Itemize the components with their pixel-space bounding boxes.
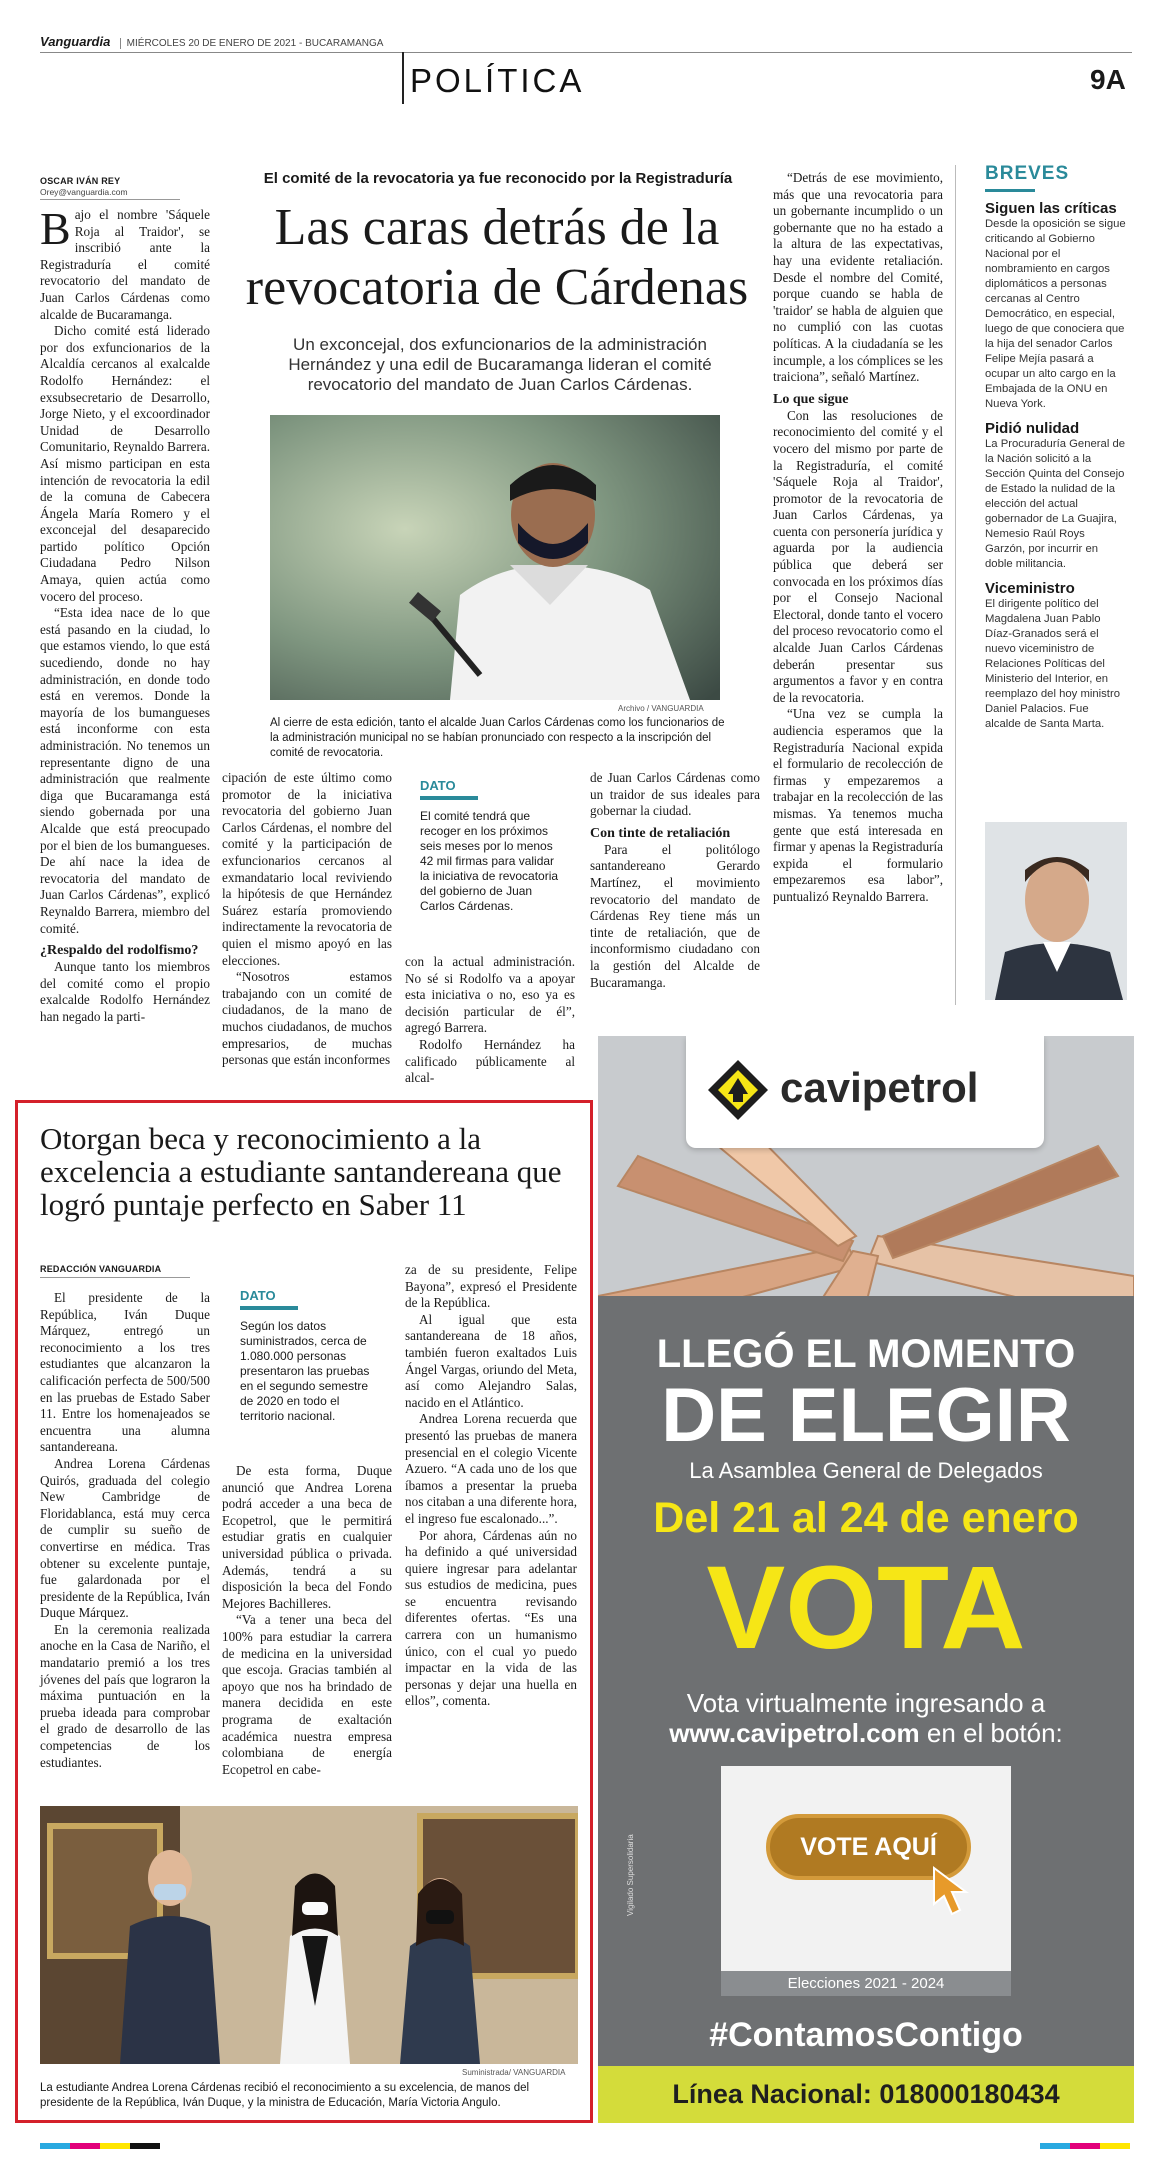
ad-info-line2-rest: en el botón: (919, 1718, 1063, 1748)
ad-info-line2 (598, 1718, 1134, 1748)
cursor-hand-icon (930, 1866, 974, 1918)
main-col-3 (405, 954, 575, 1087)
col1-subhead: ¿Respaldo del rodolfismo? (40, 943, 199, 959)
cavipetrol-logo-icon (706, 1058, 770, 1122)
main-dato-box (420, 778, 565, 914)
col5-para-1: “Detrás de ese movimiento, más que una revocatoria para un gobernante incumplido o un gobernante que no ha estado a la altura de las expectativas, hay una evidente retaliación. Desde el nombre del Comité, porque cuando se habla de 'traidor' se habla de alguien que no cumplió con las cuotas políticas. A la ciudadanía se les incumple, a los cómplices se les traiciona”, señaló Martínez. (773, 170, 943, 385)
col1-para-1: Bajo el nombre 'Sáquele Roja al Traidor', se inscribió ante la Registraduría el comité revocatorio del mandato de Juan Carlos Cárdenas como alcalde de Bucaramanga. (40, 203, 210, 322)
beca-col3-para-4: Por ahora, Cárdenas aún no ha definido a qué universidad quiere ingresar para adelantar sus estudios de medicina, pues se encuentra revisando diferentes ofertas. “Es una carrera con un humanismo único, con el cual yo puedo impactar en la vida de las personas y dejar una huella en ellos”, comenta. (405, 1527, 577, 1709)
viceminister-photo-image (985, 822, 1127, 1000)
masthead (40, 34, 383, 49)
beca-byline: REDACCIÓN VANGUARDIA (40, 1264, 162, 1274)
col3-para-1: con la actual administración. No sé si Rodolfo va a apoyar esta iniciativa o no, eso ya es decisión particular de él”, agregó Barrera. (405, 954, 575, 1036)
photo-credit: Archivo / VANGUARDIA (618, 704, 704, 713)
award-photo-credit: Suministrada/ VANGUARDIA (462, 2068, 566, 2077)
byline-rule (40, 199, 180, 200)
col4-para-2: Para el politólogo santandereano Gerardo Martínez, el movimiento revocatorio del mandato de Cárdenas Rey tiene más un tinte de retaliación, que de inconformismo ciudadano con la gestión del Alcalde de Bucaramanga. (590, 841, 760, 990)
main-col-1 (40, 203, 210, 1026)
col4-para-1: de Juan Carlos Cárdenas como un traidor de sus ideales para gobernar la ciudad. (590, 770, 760, 819)
brand-name: Vanguardia (40, 34, 111, 49)
main-col-4 (590, 770, 760, 991)
col1-para-2: Dicho comité está liderado por dos exfuncionarios de la Alcaldía cercanos al exalcalde Rodolfo Hernández: el exsubsecretario de Desarrollo, Jorge Nieto, y el excoordinador Unidad de Desarrollo Comunitario, Reynaldo Barrera. Así mismo participan en esta intención de revocatoria la edil de la comuna de Cabecera Ángela María Romero y el exconcejal del desaparecido partido político Opción Ciudadana Pedro Nilson Amaya, quien actúa como vocero del proceso. (40, 323, 210, 604)
section-title: POLÍTICA (410, 62, 585, 99)
breves-title-bar (985, 189, 1035, 192)
kicker: El comité de la revocatoria ya fue reconocido por la Registraduría (263, 170, 733, 187)
ad-brand: cavipetrol (780, 1064, 979, 1111)
col2-para-2: “Nosotros estamos trabajando con un comité de ciudadanos, de la mano de muchos ciudadanos, de muchos empresarios, de muchas personas que están inconformes (222, 969, 392, 1068)
drop-cap: B (40, 203, 71, 254)
beca-col-2 (222, 1463, 392, 1778)
beca-col3-para-1: za de su presidente, Felipe Bayona”, expresó el Presidente de la República. (405, 1262, 577, 1311)
main-col-2 (222, 770, 392, 1069)
ad-url[interactable]: www.cavipetrol.com (669, 1718, 920, 1748)
headline: Las caras detrás de la revocatoria de Cárdenas (245, 199, 749, 316)
beca-dato-box (240, 1288, 380, 1424)
dato-bar (420, 796, 478, 800)
mayor-photo-image (270, 415, 720, 700)
ad-line1: LLEGÓ EL MOMENTO (656, 1332, 1076, 1376)
brief-3-body: El dirigente político del Magdalena Juan Pablo Díaz-Granados será el nuevo viceministro de Relaciones Políticas del Ministerio del Interior, en reemplazo del hoy ministro Daniel Palacios. Fue alcalde de Santa Marta. (985, 598, 1120, 730)
beca-col1-para-1: El presidente de la República, Iván Duque Márquez, entregó un reconocimiento a los tres estudiantes que alcanzaron la calificación perfecta de 500/500 en las pruebas de Estado Saber 11. Entre los homenajeados se encuentra una alumna santandereana. (40, 1290, 210, 1455)
breves-column (985, 163, 1127, 732)
byline-email: Orey@vanguardia.com (40, 187, 128, 197)
col5-para-3: “Una vez se cumpla la audiencia esperamos que la Registraduría Nacional expida el formulario de recolección de firmas y empezaremos a trabajar en la recolección de las mismas. Ya tenemos mucha gente que está interesada en firmar y apenas la Registraduría expida el formulario empezaremos esa labor”, puntualizó Reynaldo Barrera. (773, 706, 943, 904)
ad-phone: Línea Nacional: 018000180434 (598, 2066, 1134, 2123)
header-rule (40, 52, 1132, 53)
beca-col-3 (405, 1262, 577, 1710)
ad-line2: DE ELEGIR (661, 1373, 1071, 1458)
ad-info (598, 1688, 1134, 1748)
col3-para-2: Rodolfo Hernández ha calificado públicamente al alcal- (405, 1036, 575, 1086)
brief-3-head: Viceministro (985, 580, 1075, 597)
ad-hashtag: #ContamosContigo (709, 2016, 1023, 2054)
ad-dates: Del 21 al 24 de enero (653, 1494, 1079, 1542)
viceminister-photo (985, 822, 1127, 1000)
beca-dato-label: DATO (240, 1288, 276, 1303)
award-photo-image (40, 1806, 578, 2064)
beca-col3-para-3: Andrea Lorena recuerda que presentó las pruebas de manera presencial en el colegio Vicente Azuero. “A cada uno de los que íbamos a presentar la prueba nos citaban a una diferente hora, el ingreso fue escalonado...”. (405, 1411, 577, 1526)
deck: Un exconcejal, dos exfuncionarios de la administración Hernández y una edil de Bucaramanga lideran el comité revocatorio del mandato de Juan Carlos Cárdenas. (288, 335, 712, 394)
col4-subhead: Con tinte de retaliación (590, 825, 731, 841)
dateline: MIÉRCOLES 20 DE ENERO DE 2021 - BUCARAMANGA (120, 38, 384, 49)
award-photo-caption: La estudiante Andrea Lorena Cárdenas recibió el reconocimiento a su excelencia, de manos del presidente de la República, Iván Duque, y la ministra de Educación, María Victoria Angulo. (40, 2082, 530, 2109)
beca-headline: Otorgan beca y reconocimiento a la excelencia a estudiante santandereana que logró puntaje perfecto en Saber 11 (40, 1121, 562, 1222)
col2-para-1: cipación de este último como promotor de la iniciativa revocatoria del gobierno Juan Carlos Cárdenas, el nombre del comité y la participación de exfuncionarios cercanos al exmandatario local reviviendo la hipótesis de que Hernández Suárez estaría promoviendo indirectamente la revocatoria de quien el mismo apoyó en las elecciones. (222, 770, 392, 968)
vote-button[interactable]: VOTE AQUÍ (766, 1814, 971, 1880)
beca-dato-text: Según los datos suministrados, cerca de 1.080.000 personas presentaron las pruebas en el segundo semestre de 2020 en todo el territorio nacional. (240, 1319, 370, 1423)
photo-caption: Al cierre de esta edición, tanto el alcalde Juan Carlos Cárdenas como los funcionarios de la administración municipal no se habían pronunciado con respecto a la inscripción del comité de revocatoria. (270, 717, 725, 759)
beca-col3-para-2: Al igual que esta santandereana de 18 años, también fueron exaltados Luis Ángel Vargas, oriundo del Meta, así como Alejandro Salas, nacido en el Atlántico. (405, 1311, 577, 1410)
col1-para-3: “Esta idea nace de lo que está pasando en la ciudad, lo que estamos viendo, lo que está sucediendo, donde no hay administración, en donde todo está en veremos. Donde la mayoría de los bumangueses está inconforme con esta administración. No tenemos un representante digno de una administración que realmente diga que Bucaramanga está siendo gobernada por una Alcalde que está preocupado por el bien de los bumangueses. De ahí nace la idea de revocatoria del mandato de Juan Carlos Cárdenas”, explicó Reynaldo Barrera, miembro del comité. (40, 605, 210, 936)
ad-logo-panel (686, 1036, 1044, 1148)
breves-rule (955, 165, 956, 1005)
beca-col2-para-2: “Va a tener una beca del 100% para estudiar la carrera de medicina en la universidad que escoja. Gracias también al apoyo que nos ha brindado de manera decidida en este programa de exaltación académica nuestra empresa colombiana de energía Ecopetrol en cabe- (222, 1612, 392, 1777)
cavipetrol-ad[interactable] (598, 1036, 1134, 2123)
col1-para-4: Aunque tanto los miembros del comité como el propio exalcalde Rodolfo Hernández han negado la parti- (40, 959, 210, 1024)
col5-para-2: Con las resoluciones de reconocimiento del comité y el vocero del mismo por parte de la Registraduría, el comité 'Sáquele Roja al Traidor', promotor de la revocatoria de Juan Carlos Cárdenas, ya cuenta con personería jurídica y aguarda por la audiencia pública que deberá ser convocada en los próximos días por el Consejo Nacional Electoral, donde tanto el vocero del proceso revocatorio como el alcalde Juan Carlos Cárdenas deberán presentar sus argumentos a favor y en contra de la revocatoria. (773, 407, 943, 705)
main-col-5 (773, 170, 943, 906)
ad-vigilado: Vigilado Supersolidaria (626, 1834, 635, 1916)
beca-col2-para-1: De esta forma, Duque anunció que Andrea Lorena podrá acceder a una beca de Ecopetrol, que le permitirá estudiar gratis en cualquier universidad pública o privada. Además, tendrá a su disposición la beca del Fondo Mejores Bachilleres. (222, 1463, 392, 1611)
page-number: 9A (1090, 64, 1126, 95)
breves-title: BREVES (985, 163, 1070, 184)
ad-wave (598, 1276, 1134, 1336)
col5-subhead: Lo que sigue (773, 391, 849, 407)
beca-col1-para-3: En la ceremonia realizada anoche en la Casa de Nariño, el mandatario premió a los tres jóvenes del país que lograron la máxima puntuación en la prueba ideada para comprobar el grado de desarrollo de las competencias de los estudiantes. (40, 1621, 210, 1770)
brief-2-head: Pidió nulidad (985, 420, 1080, 437)
byline: OSCAR IVÁN REY (40, 176, 121, 186)
brief-1-head: Siguen las críticas (985, 200, 1117, 217)
dato-label: DATO (420, 778, 456, 793)
brief-2-body: La Procuraduría General de la Nación solicitó a la Sección Quinta del Consejo de Estado la nulidad de la elección del actual gobernador de La Guajira, Nemesio Raúl Roys Garzón, por incurrir en doble militancia. (985, 438, 1126, 570)
ad-info-line1: Vota virtualmente ingresando a (686, 1688, 1046, 1718)
section-divider (402, 52, 404, 104)
ad-elecciones: Elecciones 2021 - 2024 (721, 1971, 1011, 1996)
ad-vota: VOTA (706, 1542, 1026, 1674)
ad-line3: La Asamblea General de Delegados (689, 1458, 1043, 1483)
mayor-photo (270, 415, 720, 700)
dato-text: El comité tendrá que recoger en los próximos seis meses por lo menos 42 mil firmas para validar la iniciativa de revocatoria del gobierno de Juan Carlos Cárdenas. (420, 809, 559, 913)
beca-dato-bar (240, 1306, 298, 1310)
beca-byline-rule (40, 1277, 190, 1278)
award-photo (40, 1806, 578, 2064)
print-marks (40, 2143, 1132, 2151)
brief-1-body: Desde la oposición se sigue criticando al Gobierno Nacional por el nombramiento en cargos diplomáticos a personas cercanas al Centro Democrático, en especial, luego de que conociera que la hija del senador Carlos Felipe Mejía pasará a ocupar un alto cargo en la Embajada de la ONU en Nueva York. (985, 218, 1126, 410)
beca-col1-para-2: Andrea Lorena Cárdenas Quirós, graduada del colegio New Cambridge de Floridablanca, está muy cerca de cumplir su sueño de convertirse en médica. Tras obtener su excelente puntaje, fue galardonada por el presidente de la República, Iván Duque Márquez. (40, 1455, 210, 1621)
beca-col-1 (40, 1290, 210, 1771)
